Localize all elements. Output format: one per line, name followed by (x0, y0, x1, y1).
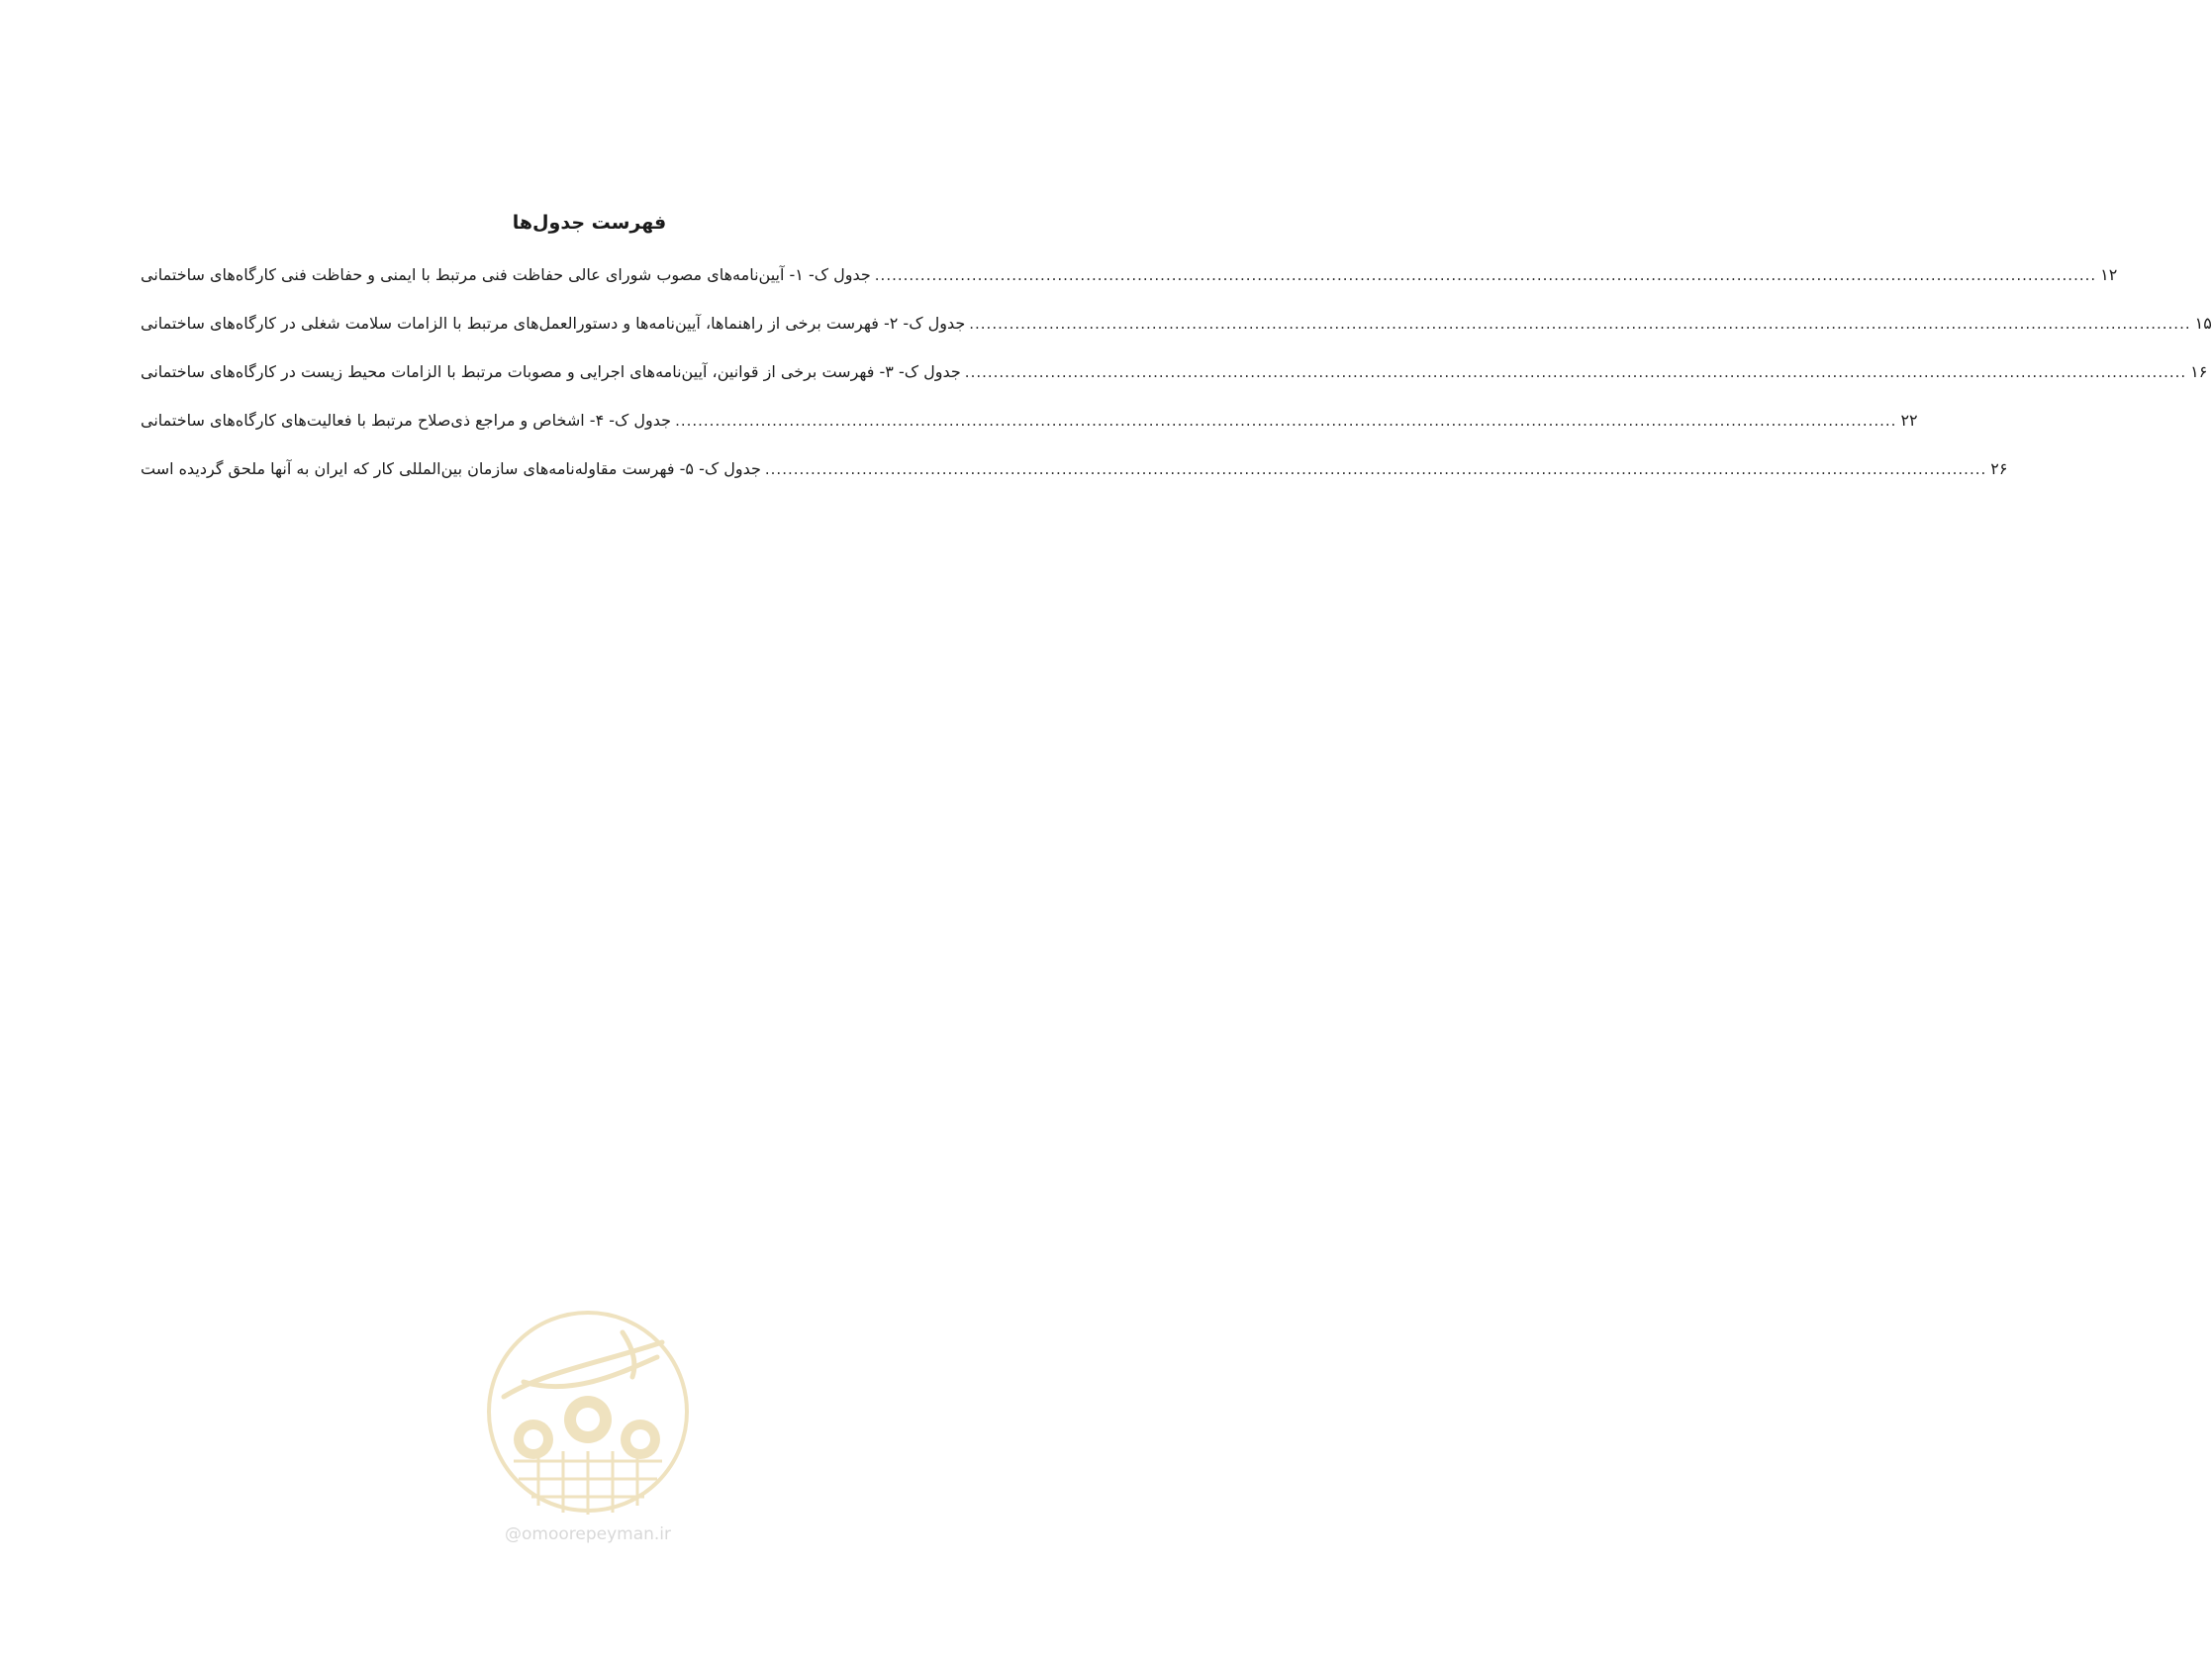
toc-entry-text: جدول ک- ۵- فهرست مقاوله‌نامه‌های سازمان بین‌المللی کار که ایران به آنها ملحق گردیده است (141, 459, 761, 478)
toc-entry-4[interactable] (141, 411, 1918, 459)
toc-entry-text: جدول ک- ۴- اشخاص و مراجع ذی‌صلاح مرتبط با فعالیت‌های کارگاه‌های ساختمانی (141, 411, 672, 430)
page-title: فهرست جدول‌ها (512, 212, 667, 234)
toc-entry-text: جدول ک- ۲- فهرست برخی از راهنماها، آیین‌نامه‌ها و دستورالعمل‌های مرتبط با الزامات سلامت شغلی در کارگاه‌های ساختمانی (141, 314, 966, 333)
toc-entry-5[interactable] (141, 459, 2008, 508)
toc-entry-page-number: ۲۶ (1990, 459, 2008, 478)
toc-entry-page-number: ۱۵ (2194, 314, 2212, 333)
dot-leader (969, 315, 2190, 333)
dot-leader (765, 460, 1986, 478)
toc-entry-page-number: ۱۲ (2100, 265, 2118, 284)
toc-entry-page-number: ۱۶ (2190, 362, 2208, 381)
table-of-tables-list (141, 265, 2212, 508)
dot-leader (965, 363, 2186, 381)
watermark-url: @omoorepeyman.ir (504, 1524, 672, 1544)
toc-entry-text: جدول ک- ۱- آیین‌نامه‌های مصوب شورای عالی حفاظت فنی مرتبط با ایمنی و حفاظت فنی کارگاه‌های ساختمانی (141, 265, 871, 284)
toc-entry-2[interactable] (141, 314, 2212, 362)
toc-entry-3[interactable] (141, 362, 2208, 411)
dot-leader (875, 266, 2096, 284)
watermark-logo (484, 1303, 692, 1560)
toc-entry-page-number: ۲۲ (1900, 411, 1918, 430)
toc-entry-1[interactable] (141, 265, 2118, 314)
dot-leader (675, 412, 1896, 430)
watermark-logo-icon (484, 1303, 692, 1520)
toc-entry-text: جدول ک- ۳- فهرست برخی از قوانین، آیین‌نامه‌های اجرایی و مصوبات مرتبط با الزامات محیط زیست در کارگاه‌های ساختمانی (141, 362, 961, 381)
